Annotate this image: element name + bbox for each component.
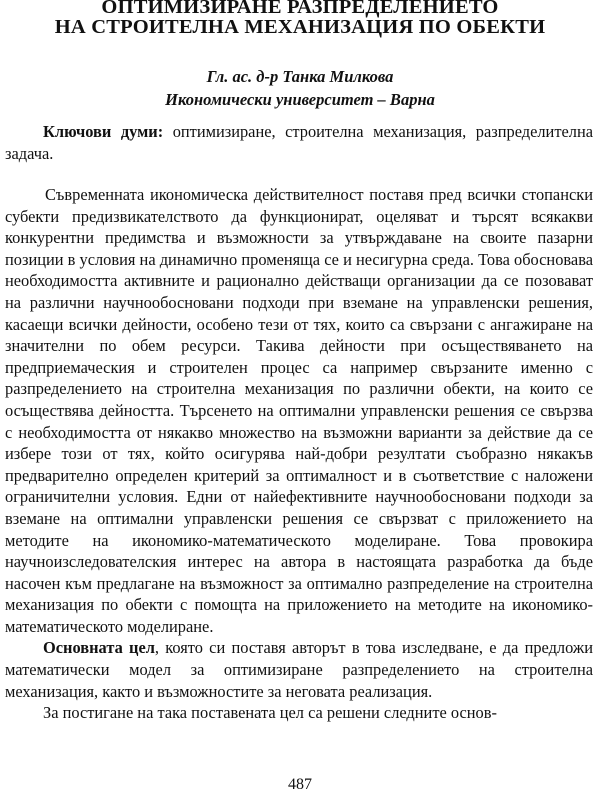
author-affiliation: Икономически университет – Варна: [165, 90, 435, 109]
author-name: Гл. ас. д-р Танка Милкова: [206, 67, 394, 86]
paragraph-main-goal: [5, 637, 593, 702]
paragraph-introduction: Съвременната икономическа действителност поставя пред всички стопански субекти предизвикателството да функционират, оцеляват и търсят всякакви конкурентни предимства и възможности за утвърждаване на своите пазарни позиции в условия на динамично променяща се и несигурна среда. Това обосновава необходимостта активните и рационално действащи организации да се позовават на различни научнообосновани подходи при вземане на управленски решения, касаещи всички дейности, особено тези от тях, които са свързани с ангажиране на значителни по обем ресурси. Такива дейности при осъществяването на предприемаческия и строителен процес са например свързаните именно с разпределението на строителна механизация по различни обекти, на които се осъществява дейността. Търсенето на оптимални управленски решения се свързва с необходимостта от някакво множество на възможни варианти за действие да се избере този от тях, който осигурява най-добри резултати съобразно някакъв предварително определен критерий за оптималност и в съответствие с наложени ограничителни условия. Едни от найефективните научнообосновани подходи за вземане на оптимални управленски решения се свързват с приложението на методите на икономико-математическото моделиране. Това провокира научноизследователския интерес на автора в настоящата разработка да бъде насочен към предлагане на възможност за оптимално разпределение на строителна механизация по обекти с помощта на приложението на методите на икономико-математическото моделиране.: [5, 185, 593, 636]
main-goal-text: , която си поставя авторът в това изследване, е да предложи математически модел за оптимизиране разпределението на строителна механизация, както и възможностите за неговата реализация.: [5, 638, 593, 701]
page-number: 487: [288, 776, 312, 793]
main-goal-label: Основната цел: [43, 638, 155, 658]
paragraph-tasks: За постигане на така поставената цел са решени следните основ-: [43, 703, 497, 723]
paper-title-line-1: ОПТИМИЗИРАНЕ РАЗПРЕДЕЛЕНИЕТО: [101, 0, 499, 18]
keywords-label: Ключови думи:: [43, 122, 164, 141]
keywords-text: оптимизиране, строителна механизация, разпределителна задача.: [5, 122, 593, 163]
keywords-paragraph: [5, 121, 593, 164]
main-text: [5, 184, 593, 724]
paper-title-line-2: НА СТРОИТЕЛНА МЕХАНИЗАЦИЯ ПО ОБЕКТИ: [54, 16, 546, 38]
